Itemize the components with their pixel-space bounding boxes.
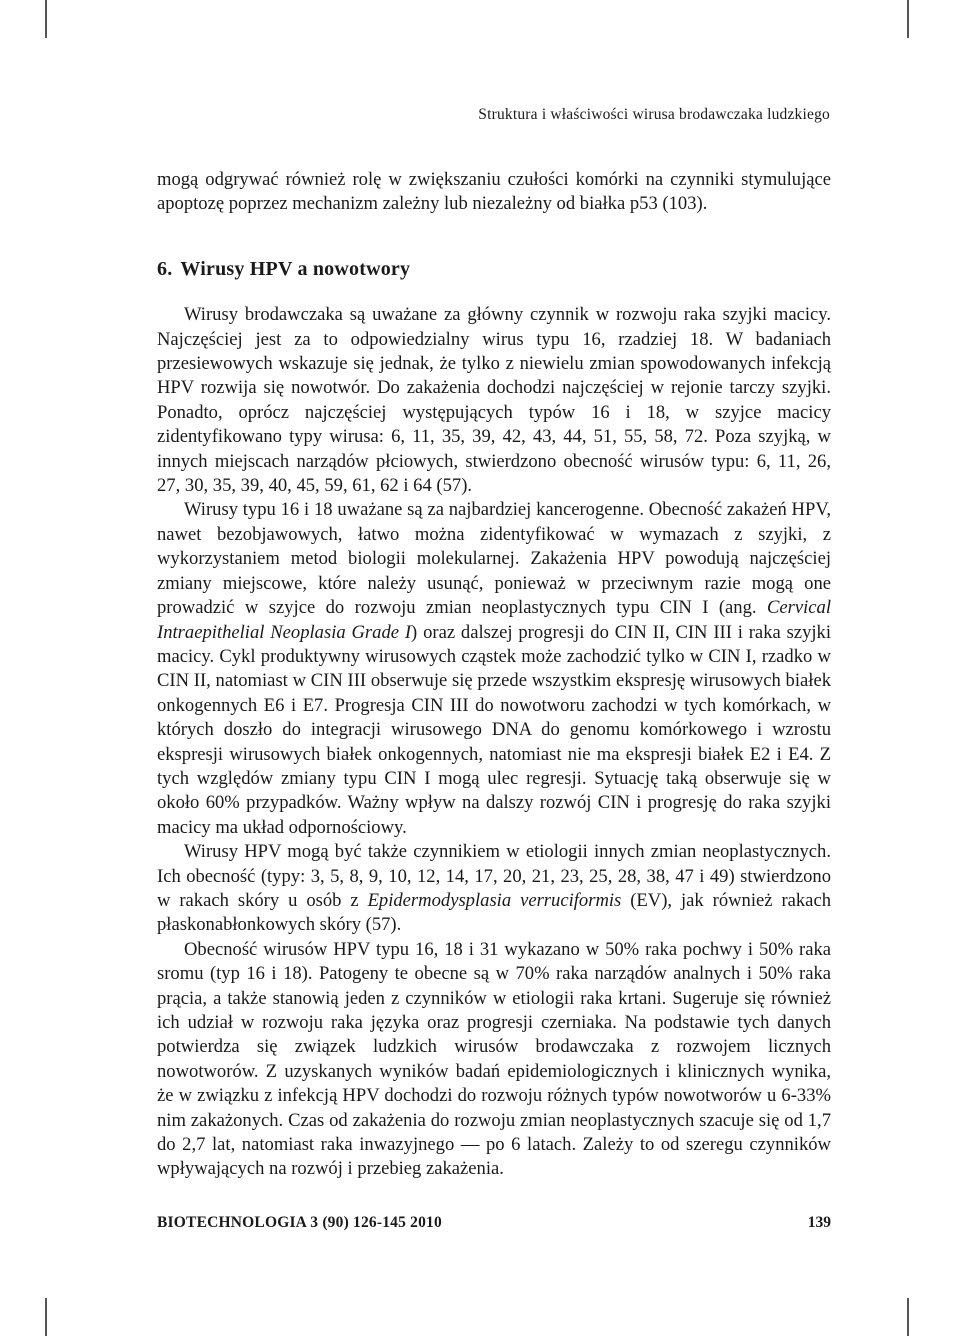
intro-paragraph: mogą odgrywać również rolę w zwiększaniu czułości komórki na czynniki stymulujące apoptozę poprzez mechanizm zależny lub niezależny od białka p53 (103).	[157, 169, 831, 215]
page-number: 139	[807, 1214, 831, 1231]
italic-term: Epidermodysplasia verruciformis	[367, 889, 622, 911]
section-number: 6.	[157, 257, 173, 280]
section-heading	[157, 257, 831, 281]
crop-mark-top-right	[907, 0, 909, 38]
body-paragraph-4	[157, 938, 831, 1182]
article-body	[157, 168, 831, 1182]
body-paragraph-1	[157, 303, 831, 498]
paragraph-text: ) oraz dalszej progresji do CIN II, CIN III i raka szyjki macicy. Cykl produktywny wirusowych cząstek może zachodzić tylko w CIN I, rzadko w CIN II, natomiast w CIN III obserwuje się przede wszystkim ekspresję wirusowych białek onkogennych E6 i E7. Progresja CIN III do nowotworu zachodzi w tych komórkach, w których doszło do integracji wirusowego DNA do genomu komórkowego i wzrostu ekspresji wirusowych białek onkogennych, natomiast nie ma ekspresji białek E2 i E4. Z tych względów zmiany typu CIN I mogą ulec regresji. Sytuację taką obserwuje się w około 60% przypadków. Ważny wpływ na dalszy rozwój CIN i progresję do raka szyjki macicy ma układ odpornościowy.	[157, 621, 831, 838]
paragraph-text: (EV), jak również rakach płaskonabłonkowych skóry (57).	[157, 889, 831, 936]
crop-mark-bottom-left	[45, 1298, 47, 1336]
paragraph-text: Obecność wirusów HPV typu 16, 18 i 31 wykazano w 50% raka pochwy i 50% raka sromu (typ 16 i 18). Patogeny te obecne są w 70% raka narządów analnych i 50% raka prącia, a także stanowią jeden z czynników w etiologii raka krtani. Sugeruje się również ich udział w rozwoju raka języka oraz progresji czerniaka. Na podstawie tych danych potwierdza się związek ludzkich wirusów brodawczaka z rozwojem licznych nowotworów. Z uzyskanych wyników badań epidemiologicznych i klinicznych wynika, że w związku z infekcją HPV dochodzi do rozwoju różnych typów nowotworów u 6-33% nim zakażonych. Czas od zakażenia do rozwoju zmian neoplastycznych szacuje się od 1,7 do 2,7 lat, natomiast raka inwazyjnego — po 6 latach. Zależy to od szeregu czynników wpływających na rozwój i przebieg zakażenia.	[157, 938, 831, 1180]
paragraph-text: Wirusy brodawczaka są uważane za główny czynnik w rozwoju raka szyjki macicy. Najczęściej jest za to odpowiedzialny wirus typu 16, rzadziej 18. W badaniach przesiewowych wskazuje się jednak, że tylko z niewielu zmian spowodowanych infekcją HPV rozwija się nowotwór. Do zakażenia dochodzi najczęściej w rejonie tarczy szyjki. Ponadto, oprócz najczęściej występujących typów 16 i 18, w szyjce macicy zidentyfikowano typy wirusa: 6, 11, 35, 39, 42, 43, 44, 51, 55, 58, 72. Poza szyjką, w innych miejscach narządów płciowych, stwierdzono obecność wirusów typu: 6, 11, 26, 27, 30, 35, 39, 40, 45, 59, 61, 62 i 64 (57).	[157, 304, 831, 497]
paragraph-text: Wirusy typu 16 i 18 uważane są za najbardziej kancerogenne. Obecność zakażeń HPV, nawet bezobjawowych, łatwo można zidentyfikować w wymazach z szyjki, z wykorzystaniem metod biologii molekularnej. Zakażenia HPV powodują najczęściej zmiany miejscowe, które należy usunąć, ponieważ w przeciwnym razie mogą one prowadzić w szyjce do rozwoju zmian neoplastycznych typu CIN I (ang.	[157, 499, 831, 619]
body-paragraph-2	[157, 498, 831, 840]
body-paragraph-3	[157, 840, 831, 938]
paragraph-text: Wirusy HPV mogą być także czynnikiem w etiologii innych zmian neoplastycznych. Ich obecność (typy: 3, 5, 8, 9, 10, 12, 14, 17, 20, 21, 23, 25, 28, 38, 47 i 49) stwierdzono w rakach skóry u osób z	[157, 841, 831, 911]
footer-journal: BIOTECHNOLOGIA 3 (90) 126-145 2010	[157, 1214, 442, 1231]
crop-mark-top-left	[45, 0, 47, 38]
crop-mark-bottom-right	[907, 1298, 909, 1336]
italic-term: Cervical Intraepithelial Neoplasia Grade I	[157, 597, 831, 643]
section-title: Wirusy HPV a nowotwory	[180, 257, 411, 280]
running-head: Struktura i właściwości wirusa brodawczaka ludzkiego	[478, 106, 830, 123]
